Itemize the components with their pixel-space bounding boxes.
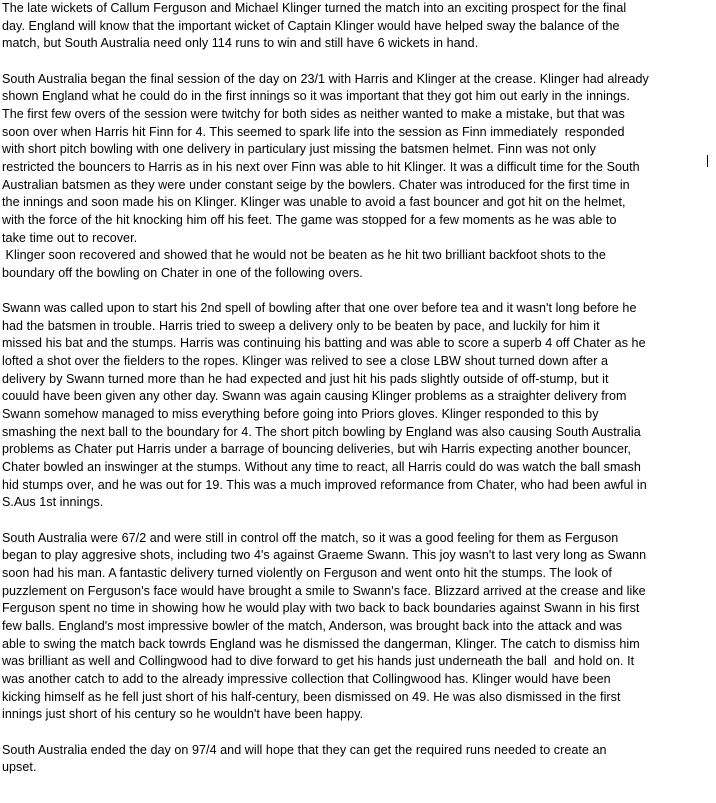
text-line: had the batsmen in trouble. Harris tried to sweep a delivery only to be beaten by pace, and luckily for him it bbox=[2, 318, 600, 333]
paragraph-gap bbox=[2, 53, 706, 71]
text-line: South Australia began the final session of the day on 23/1 with Harris and Klinger at the crease. Klinger had already bbox=[2, 71, 649, 86]
text-line: shown England what he could do in the first innings so it was important that they got him out early in the innings. bbox=[2, 89, 630, 104]
text-line: South Australia ended the day on 97/4 and will hope that they can get the required runs needed to create an bbox=[2, 742, 607, 757]
text-line: was brilliant as well and Collingwood had to dive forward to get his hands just underneath the ball and hold on. It bbox=[2, 654, 635, 669]
text-line: The first few overs of the session were twitchy for both sides as neither wanted to make a mistake, but that was bbox=[2, 106, 625, 121]
paragraph-gap bbox=[2, 512, 706, 530]
text-line: soon had his man. A fantastic delivery turned violently on Ferguson and went onto hit the stumps. The look of bbox=[2, 565, 612, 580]
text-line: with the force of the hit knocking him off his feet. The game was stopped for a few moments as he was able to bbox=[2, 212, 617, 227]
text-line: day. England will know that the important wicket of Captain Klinger would have helped sway the balance of the bbox=[2, 18, 620, 33]
text-line: soon over when Harris hit Finn for 4. This seemed to spark life into the session as Finn immediately responded bbox=[2, 124, 625, 139]
text-line: missed his bat and the stumps. Harris was continuing his batting and was able to score a superb 4 off Chater as he bbox=[2, 336, 646, 351]
text-line: Ferguson spent no time in showing how he would play with two back to back boundaries against Swann in his first bbox=[2, 601, 640, 616]
paragraph-gap bbox=[2, 282, 706, 300]
text-line: match, but South Australia need only 114 runs to win and still have 6 wickets in hand. bbox=[2, 36, 479, 51]
text-line: the innings and soon made his on Klinger. Klinger was unable to avoid a fast bouncer and got hit on the helmet, bbox=[2, 195, 626, 210]
text-line: began to play aggresive shots, including two 4's against Graeme Swann. This joy wasn't to last very long as Swann bbox=[2, 548, 647, 563]
text-line: take time out to recover. bbox=[2, 230, 138, 245]
text-line: Australian batsmen as they were under constant seige by the bowlers. Chater was introduced for the first time in bbox=[2, 177, 630, 192]
text-line: delivery by Swann turned more than he had expected and just hit his pads slightly outside of off-stump, but it bbox=[2, 371, 609, 386]
text-line: able to swing the match back towrds England was he dismissed the dangerman, Klinger. The catch to dismiss him bbox=[2, 636, 640, 651]
text-line: puzzlement on Ferguson's face would have brought a smile to Swann's face. Blizzard arrived at the crease and like bbox=[2, 583, 646, 598]
text-line: problems as Chater put Harris under a barrage of bouncing deliveries, but wih Harris expecting another bouncer, bbox=[2, 442, 632, 457]
text-line: innings just short of his century so he wouldn't have been happy. bbox=[2, 707, 364, 722]
text-line: upset. bbox=[2, 760, 37, 775]
text-line: few balls. England's most impressive bowler of the match, Anderson, was brought back into the attack and was bbox=[2, 618, 623, 633]
text-line: smashing the next ball to the boundary for 4. The short pitch bowling by England was also causing South Australia bbox=[2, 424, 641, 439]
text-line: hid stumps over, and he was out for 19. This was a much improved reformance from Chater, who had been awful in bbox=[2, 477, 647, 492]
text-line: kicking himself as he fell just short of his half-century, been dismissed on 49. He was also dismissed in the first bbox=[2, 689, 621, 704]
text-line: was another catch to add to the already impressive collection that Collingwood has. Klinger would have been bbox=[2, 671, 611, 686]
text-line: Swann somehow managed to miss everything before going into Priors gloves. Klinger responded to this by bbox=[2, 407, 599, 422]
text-line: with short pitch bowling with one delivery in particulary just missing the batsmen helmet. Finn was not only bbox=[2, 142, 596, 157]
article-text bbox=[2, 0, 706, 777]
text-line: South Australia were 67/2 and were still in control off the match, so it was a good feeling for them as Ferguson bbox=[2, 530, 619, 545]
text-line: restricted the bouncers to Harris as in his next over Finn was able to hit Klinger. It was a difficult time for the South bbox=[2, 159, 640, 174]
text-line: Swann was called upon to start his 2nd spell of bowling after that one over before tea and it wasn't long before he bbox=[2, 301, 637, 316]
text-line: couuld have been given any other day. Swann was again causing Klinger problems as a straighter delivery from bbox=[2, 389, 627, 404]
text-line: The late wickets of Callum Ferguson and Michael Klinger turned the match into an exciting prospect for the final bbox=[2, 1, 627, 15]
text-line: boundary off the bowling on Chater in one of the following overs. bbox=[2, 265, 363, 280]
text-line: lofted a shot over the fielders to the ropes. Klinger was relived to see a close LBW shout turned down after a bbox=[2, 354, 608, 369]
text-line: Klinger soon recovered and showed that he would not be beaten as he hit two brilliant backfoot shots to the bbox=[2, 248, 606, 263]
text-line: Chater bowled an inswinger at the stumps. Without any time to react, all Harris could do was watch the ball smash bbox=[2, 460, 641, 475]
text-cursor bbox=[707, 155, 708, 167]
paragraph-gap bbox=[2, 724, 706, 742]
text-line: S.Aus 1st innings. bbox=[2, 495, 104, 510]
